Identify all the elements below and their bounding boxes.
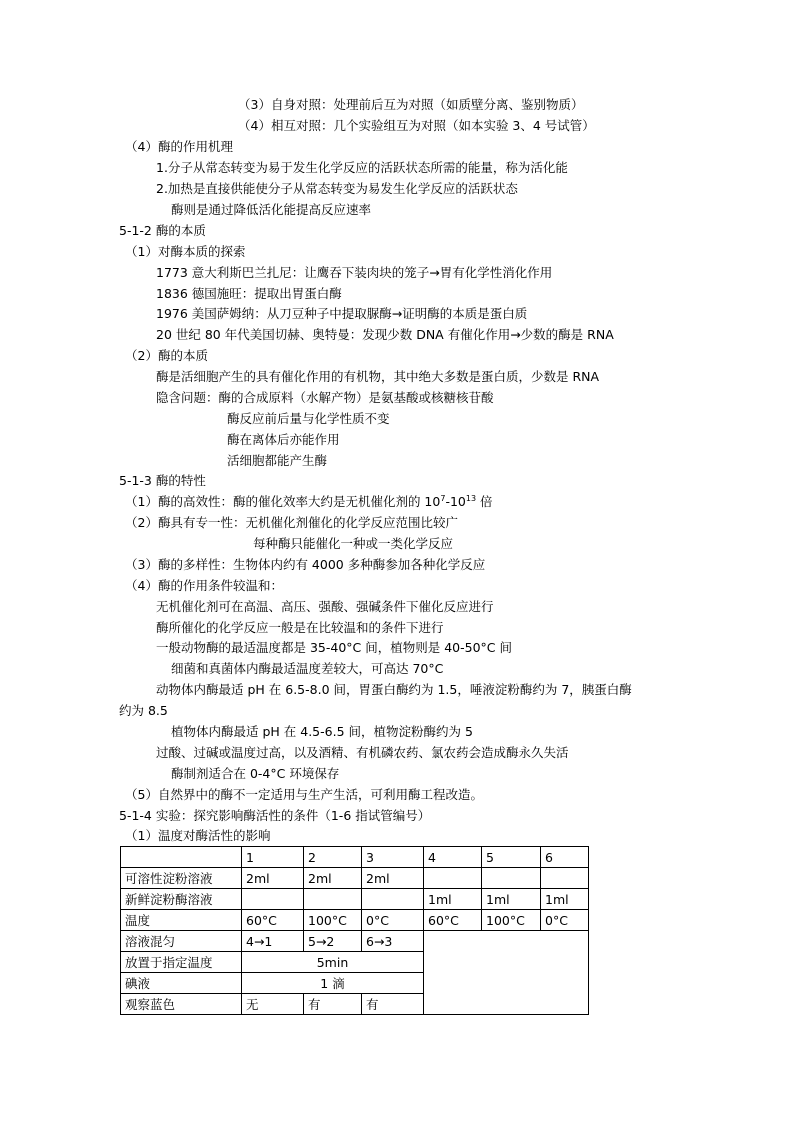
text-line: 酶制剂适合在 0-4°C 环境保存 xyxy=(171,766,340,781)
table-cell: 0°C xyxy=(541,910,589,931)
text-line: 植物体内酶最适 pH 在 4.5-6.5 间，植物淀粉酶约为 5 xyxy=(171,724,473,739)
table-cell: 0°C xyxy=(362,910,424,931)
text-line: 每种酶只能催化一种或一类化学反应 xyxy=(253,536,454,551)
text-line: 细菌和真菌体内酶最适温度差较大，可高达 70°C xyxy=(171,661,444,676)
text-line: （5）自然界中的酶不一定适用与生产生活，可利用酶工程改造。 xyxy=(125,787,483,802)
text-segment: （1）酶的高效性：酶的催化效率大约是无机催化剂的 10 xyxy=(125,494,441,509)
text-line: 活细胞都能产生酶 xyxy=(227,453,328,468)
table-cell xyxy=(362,889,424,910)
heading: （1）对酶本质的探索 xyxy=(125,244,246,259)
table-cell: 观察蓝色 xyxy=(121,994,242,1015)
table-cell: 1ml xyxy=(482,889,541,910)
text-line: 20 世纪 80 年代美国切赫、奥特曼：发现少数 DNA 有催化作用→少数的酶是 RNA xyxy=(156,327,614,342)
table-cell: 4 xyxy=(424,847,482,868)
text-line: 隐含问题：酶的合成原料（水解产物）是氨基酸或核糖核苷酸 xyxy=(156,390,494,405)
experiment-table xyxy=(120,846,589,1015)
table-cell: 4→1 xyxy=(242,931,304,952)
table-row xyxy=(121,910,589,931)
table-cell: 5→2 xyxy=(304,931,362,952)
table-cell xyxy=(541,868,589,889)
table-cell: 无 xyxy=(242,994,304,1015)
text-line: 1773 意大利斯巴兰扎尼：让鹰吞下装肉块的笼子→胃有化学性消化作用 xyxy=(156,265,553,280)
table-cell: 100°C xyxy=(304,910,362,931)
superscript: 13 xyxy=(465,493,477,503)
section-heading: 5-1-4 实验：探究影响酶活性的条件（1-6 指试管编号） xyxy=(119,808,431,823)
heading: （4）酶的作用机理 xyxy=(125,139,233,154)
table-cell: 3 xyxy=(362,847,424,868)
superscript: 7 xyxy=(440,493,446,503)
section-heading: 5-1-2 酶的本质 xyxy=(119,223,206,238)
text-line: 酶在离体后亦能作用 xyxy=(227,432,340,447)
text-segment: -10 xyxy=(445,494,466,509)
text-line: 约为 8.5 xyxy=(119,703,168,718)
table-cell: 60°C xyxy=(424,910,482,931)
table-cell: 6 xyxy=(541,847,589,868)
text-line: 一般动物酶的最适温度都是 35-40°C 间，植物则是 40-50°C 间 xyxy=(156,640,512,655)
table-cell: 5min xyxy=(242,952,424,973)
text-line: 酶反应前后量与化学性质不变 xyxy=(227,411,390,426)
text-line: 过酸、过碱或温度过高，以及酒精、有机磷农药、氯农药会造成酶永久失活 xyxy=(156,745,569,760)
text-line: 酶是活细胞产生的具有催化作用的有机物，其中绝大多数是蛋白质，少数是 RNA xyxy=(156,369,600,384)
table-row xyxy=(121,931,589,952)
table-cell xyxy=(304,889,362,910)
table-cell: 温度 xyxy=(121,910,242,931)
table-cell: 1ml xyxy=(541,889,589,910)
table-cell: 2ml xyxy=(304,868,362,889)
table-row xyxy=(121,868,589,889)
text-line: 1836 德国施旺：提取出胃蛋白酶 xyxy=(156,286,342,301)
table-cell: 新鲜淀粉酶溶液 xyxy=(121,889,242,910)
table-cell xyxy=(121,847,242,868)
text-line: （2）酶具有专一性：无机催化剂催化的化学反应范围比较广 xyxy=(125,515,458,530)
table-header-row xyxy=(121,847,589,868)
empty-merged-cell xyxy=(424,931,589,1015)
table-cell: 放置于指定温度 xyxy=(121,952,242,973)
table-row xyxy=(121,889,589,910)
table-cell: 2ml xyxy=(362,868,424,889)
text-line: 酶则是通过降低活化能提高反应速率 xyxy=(171,202,372,217)
text-line: 1.分子从常态转变为易于发生化学反应的活跃状态所需的能量，称为活化能 xyxy=(156,160,568,175)
text-line: （3）酶的多样性：生物体内约有 4000 多种酶参加各种化学反应 xyxy=(125,557,486,572)
table-cell: 有 xyxy=(304,994,362,1015)
table-cell: 溶液混匀 xyxy=(121,931,242,952)
table-cell xyxy=(242,889,304,910)
text-line xyxy=(125,494,493,510)
section-heading: 5-1-3 酶的特性 xyxy=(119,473,206,488)
heading: （4）酶的作用条件较温和： xyxy=(125,578,283,593)
table-cell: 有 xyxy=(362,994,424,1015)
text-line: （4）相互对照：几个实验组互为对照（如本实验 3、4 号试管） xyxy=(238,118,595,133)
table-cell: 100°C xyxy=(482,910,541,931)
text-line: 酶所催化的化学反应一般是在比较温和的条件下进行 xyxy=(156,620,444,635)
text-line: 无机催化剂可在高温、高压、强酸、强碱条件下催化反应进行 xyxy=(156,599,494,614)
table-cell: 2 xyxy=(304,847,362,868)
table-cell xyxy=(424,868,482,889)
text-line: 1976 美国萨姆纳：从刀豆种子中提取脲酶→证明酶的本质是蛋白质 xyxy=(156,306,528,321)
table-cell: 5 xyxy=(482,847,541,868)
heading: （2）酶的本质 xyxy=(125,348,208,363)
table-cell: 1 xyxy=(242,847,304,868)
heading: （1）温度对酶活性的影响 xyxy=(125,828,271,843)
table-cell xyxy=(482,868,541,889)
text-line: 2.加热是直接供能使分子从常态转变为易发生化学反应的活跃状态 xyxy=(156,181,518,196)
table-cell: 60°C xyxy=(242,910,304,931)
table-cell: 碘液 xyxy=(121,973,242,994)
table-cell: 1ml xyxy=(424,889,482,910)
table-cell: 1 滴 xyxy=(242,973,424,994)
table-cell: 2ml xyxy=(242,868,304,889)
text-line: （3）自身对照：处理前后互为对照（如质壁分离、鉴别物质） xyxy=(238,97,584,112)
table-cell: 6→3 xyxy=(362,931,424,952)
text-line: 动物体内酶最适 pH 在 6.5-8.0 间，胃蛋白酶约为 1.5，唾液淀粉酶约为 7，胰蛋白酶 xyxy=(156,682,632,697)
text-segment: 倍 xyxy=(476,494,493,509)
table-cell: 可溶性淀粉溶液 xyxy=(121,868,242,889)
